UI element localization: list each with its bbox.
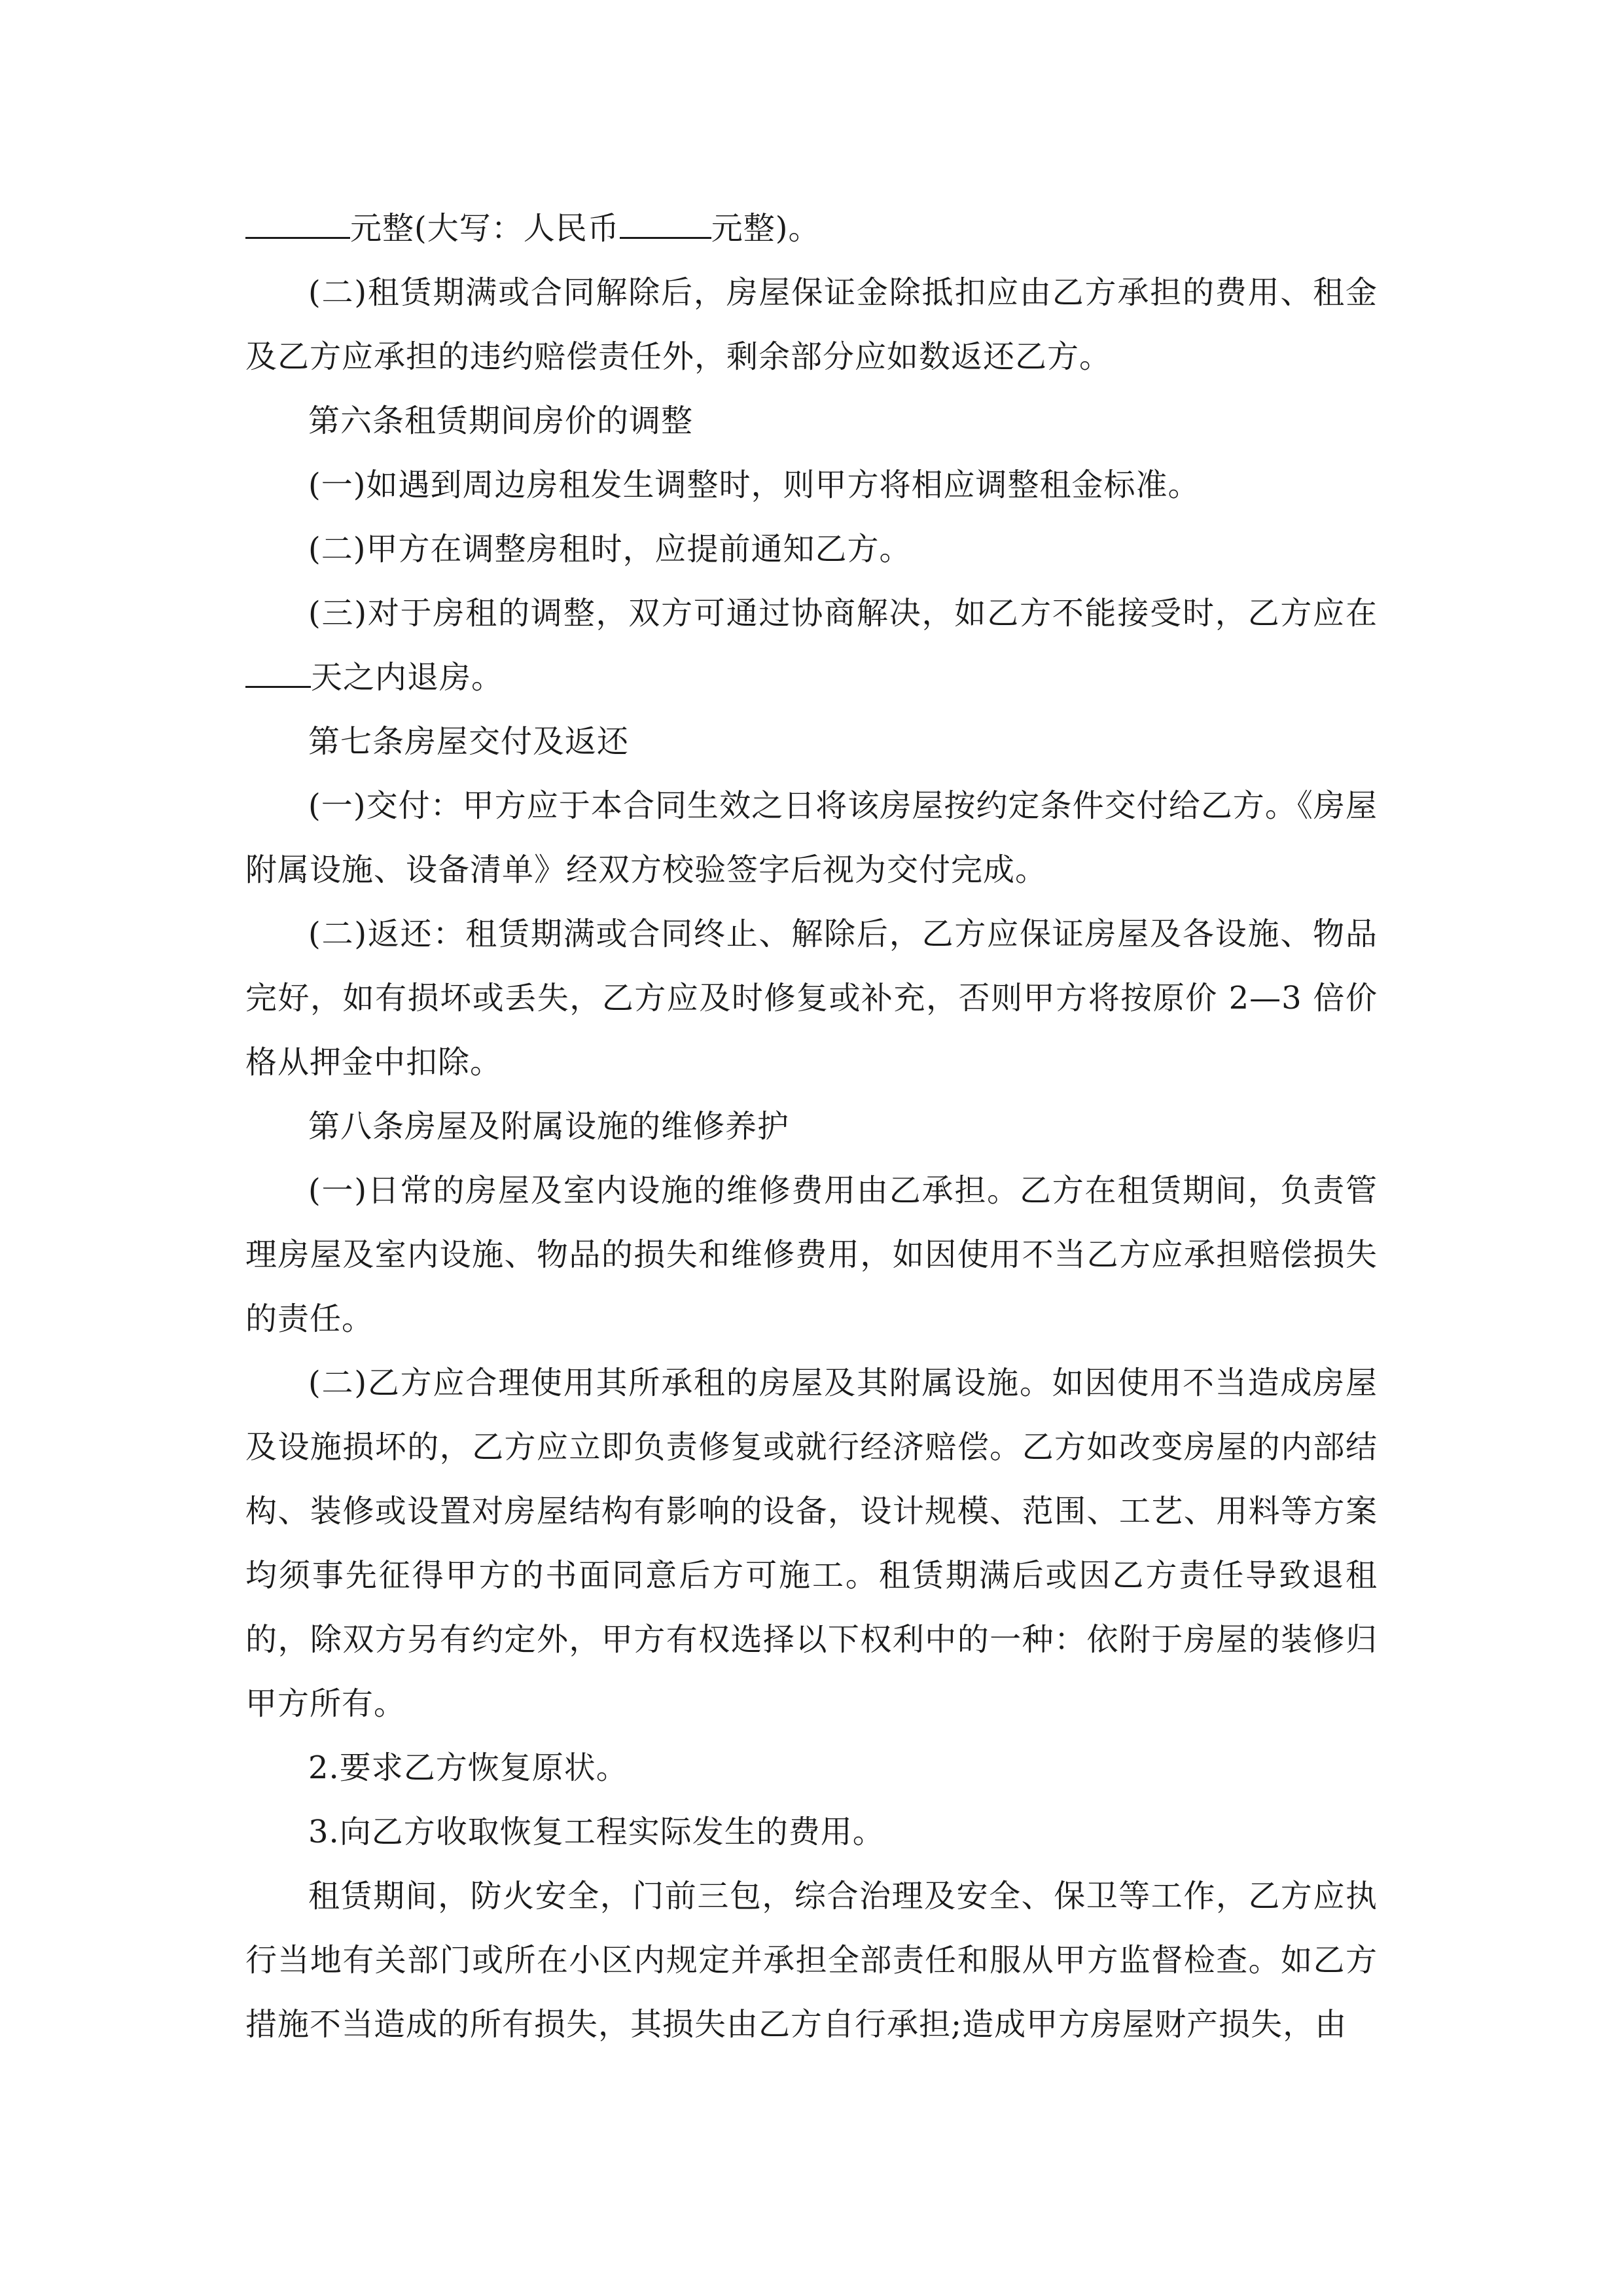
paragraph-item-2: 2.要求乙方恢复原状。: [308, 1749, 628, 1786]
section-heading-8: 第八条房屋及附属设施的维修养护: [308, 1108, 790, 1145]
document-body: [245, 196, 1378, 2056]
rent-adjust-3-text: (三)对于房租的调整，双方可通过协商解决，如乙方不能接受时，乙方应在: [308, 595, 1378, 632]
section-heading-6: 第六条租赁期间房价的调整: [308, 403, 694, 439]
paragraph-maintenance-1: (一)日常的房屋及室内设施的维修费用由乙承担。乙方在租赁期间，负责管理房屋及室内设施、物品的损失和维修费用，如因使用不当乙方应承担赔偿损失的责任。: [245, 1172, 1378, 1337]
paragraph-safety: 租赁期间，防火安全，门前三包，综合治理及安全、保卫等工作，乙方应执行当地有关部门或所在小区内规定并承担全部责任和服从甲方监督检查。如乙方措施不当造成的所有损失，其损失由乙方自行承担;造成甲方房屋财产损失，由: [245, 1878, 1378, 2043]
paragraph-rent-adjust-3: [245, 581, 1378, 709]
paragraph-return: (二)返还：租赁期满或合同终止、解除后，乙方应保证房屋及各设施、物品完好，如有损坏或丢失，乙方应及时修复或补充，否则甲方将按原价 2—3 倍价格从押金中扣除。: [245, 916, 1378, 1081]
blank-amount-capital-line: [620, 211, 711, 239]
paragraph-deposit-amount: [245, 196, 1378, 260]
blank-amount-line: [245, 211, 350, 239]
paragraph-rent-adjust-1: (一)如遇到周边房租发生调整时，则甲方将相应调整租金标准。: [308, 467, 1200, 503]
deposit-amount-text: 元整(大写：人民币: [350, 210, 620, 247]
paragraph-deposit-return: (二)租赁期满或合同解除后，房屋保证金除抵扣应由乙方承担的费用、租金及乙方应承担的违约赔偿责任外，剩余部分应如数返还乙方。: [245, 274, 1378, 375]
blank-days-line: [245, 660, 311, 688]
paragraph-delivery: (一)交付：甲方应于本合同生效之日将该房屋按约定条件交付给乙方。《房屋附属设施、设备清单》经双方校验签字后视为交付完成。: [245, 787, 1378, 888]
section-heading-7: 第七条房屋交付及返还: [308, 723, 630, 760]
paragraph-item-3: 3.向乙方收取恢复工程实际发生的费用。: [308, 1814, 885, 1850]
rent-adjust-3-end: 天之内退房。: [311, 659, 504, 696]
paragraph-rent-adjust-2: (二)甲方在调整房租时，应提前通知乙方。: [308, 531, 912, 567]
paragraph-maintenance-2: (二)乙方应合理使用其所承租的房屋及其附属设施。如因使用不当造成房屋及设施损坏的，乙方应立即负责修复或就行经济赔偿。乙方如改变房屋的内部结构、装修或设置对房屋结构有影响的设备，设计规模、范围、工艺、用料等方案均须事先征得甲方的书面同意后方可施工。租赁期满后或因乙方责任导致退租的，除双方另有约定外，甲方有权选择以下权利中的一种：依附于房屋的装修归甲方所有。: [245, 1365, 1378, 1722]
deposit-amount-end: 元整)。: [711, 210, 821, 247]
